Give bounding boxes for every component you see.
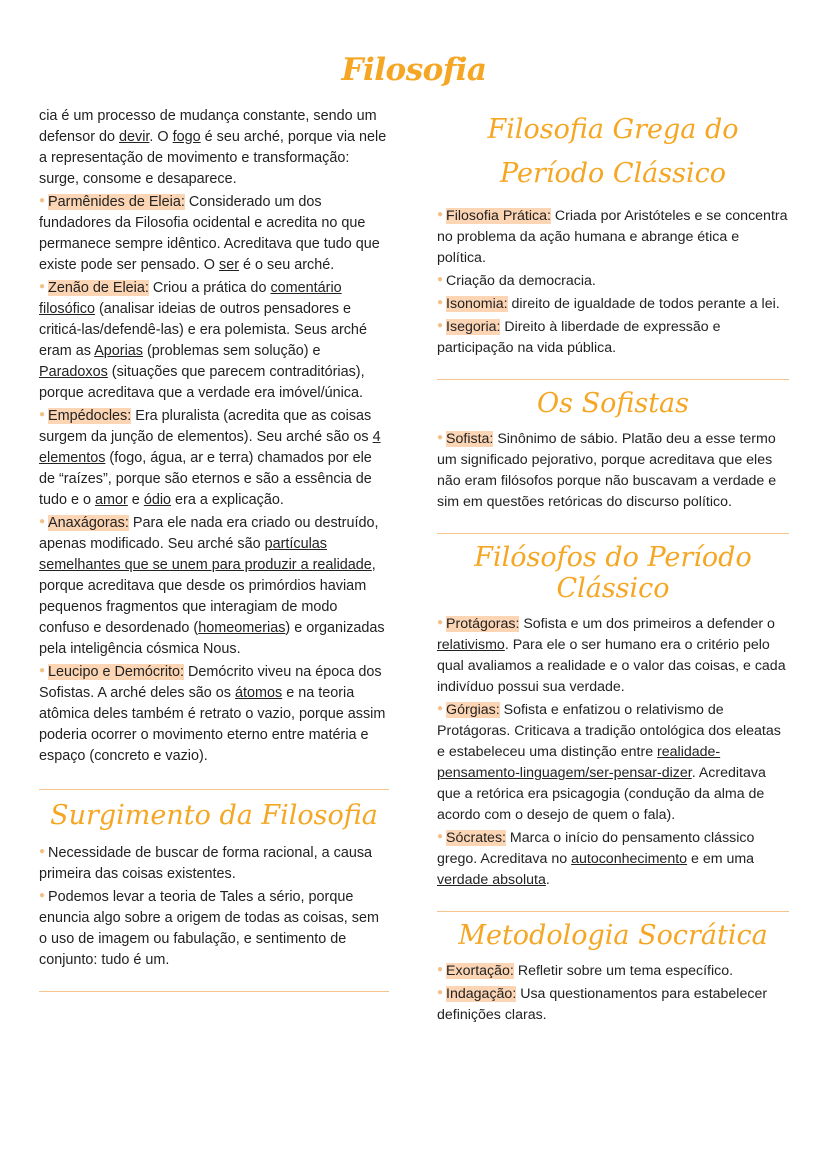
highlighted-term: Empédocles: <box>48 408 132 424</box>
bullet-icon: ● <box>437 964 444 975</box>
bullet-icon: ● <box>39 846 46 857</box>
underlined-term: homeomerias <box>198 620 286 636</box>
text-run: Necessidade de buscar de forma racional, a causa primeira das coisas existentes. <box>39 845 373 882</box>
list-item-empedocles <box>39 404 389 511</box>
bullet-icon: ● <box>39 195 46 206</box>
text-run: , porque acreditava que desde os primórdios haviam pequenos fragmentos que interagiam de modo confuso e desordenado ( <box>39 557 376 636</box>
text-run: Era pluralista (acredita que as coisas surgem da junção de elementos). Seu arché são os <box>39 408 373 445</box>
underlined-term: Aporias <box>94 343 143 359</box>
list-item-zenao <box>39 276 389 404</box>
section-divider <box>39 991 389 992</box>
text-run: Sinônimo de sábio. Platão deu a esse termo um significado pejorativo, porque acreditava que eles não eram filósofos porque não buscavam a verdade e sim em questões retóricas do discurso político. <box>437 431 777 510</box>
underlined-term: ódio <box>143 492 172 508</box>
section-heading: Filosofia Grega do Período Clássico <box>487 114 739 189</box>
bullet-icon: ● <box>39 516 46 527</box>
bullet-icon: ● <box>437 987 444 998</box>
underlined-term: átomos <box>235 685 283 701</box>
text-run: Criação da democracia. <box>446 273 596 289</box>
highlighted-term: Sofista: <box>446 431 494 447</box>
text-run: (situações que parecem contraditórias), porque acreditava que a verdade era imóvel/única. <box>39 364 365 401</box>
highlighted-term: Isonomia: <box>446 296 508 312</box>
text-run: . <box>545 872 550 888</box>
text-run: direito de igualdade de todos perante a lei. <box>507 296 780 312</box>
page-title: Filosofia <box>341 52 487 88</box>
text-run: (analisar ideias de outros pensadores e criticá-las/defendê-las) e era polemista. Seus arché eram as <box>39 301 367 359</box>
bullet-icon: ● <box>39 409 46 420</box>
list-item-anaxagoras <box>39 511 389 660</box>
underlined-term: verdade absoluta <box>437 872 546 888</box>
section-heading: Filósofos do Período Clássico <box>474 542 752 604</box>
highlighted-term: Sócrates: <box>446 830 506 846</box>
underlined-term: relativismo <box>437 637 505 653</box>
section-heading: Surgimento da Filosofia <box>50 800 378 831</box>
section-divider <box>437 911 789 912</box>
section-divider <box>437 533 789 534</box>
left-column <box>39 106 389 992</box>
text-run: é seu arché, porque via nele a representação de movimento e transformação: surge, consome e desaparece. <box>39 129 387 187</box>
list-item <box>39 885 389 971</box>
text-run: e <box>127 492 144 508</box>
highlighted-term: Parmênides de Eleia: <box>48 194 185 210</box>
underlined-term: ser <box>219 257 239 273</box>
highlighted-term: Indagação: <box>446 986 517 1002</box>
section-heading: Os Sofistas <box>537 388 689 419</box>
underlined-term: realidade-pensamento-linguagem/ser-pensar-dizer <box>437 744 721 781</box>
underlined-term: amor <box>95 492 128 508</box>
bullet-icon: ● <box>39 890 46 901</box>
underlined-term: autoconhecimento <box>571 851 688 867</box>
highlighted-term: Filosofia Prática: <box>446 208 551 224</box>
text-run: Para ele nada era criado ou destruído, apenas modificado. Seu arché são <box>39 515 379 552</box>
bullet-icon: ● <box>437 320 444 331</box>
intro-paragraph <box>39 106 389 190</box>
list-item <box>437 826 789 891</box>
bullet-icon: ● <box>437 297 444 308</box>
bullet-icon: ● <box>437 209 444 220</box>
text-run: Marca o início do pensamento clássico grego. Acreditava no <box>437 830 755 867</box>
section-heading: Metodologia Socrática <box>458 920 768 951</box>
highlighted-term: Zenão de Eleia: <box>48 280 149 296</box>
text-run: era a explicação. <box>171 492 284 508</box>
list-item <box>437 292 789 315</box>
highlighted-term: Anaxágoras: <box>48 515 129 531</box>
text-run: . O <box>149 129 173 145</box>
section-divider <box>39 789 389 790</box>
text-run: cia é um processo de mudança constante, sendo um defensor do <box>39 108 377 145</box>
text-run: (problemas sem solução) e <box>142 343 321 359</box>
text-run: Refletir sobre um tema específico. <box>513 963 734 979</box>
bullet-icon: ● <box>437 274 444 285</box>
highlighted-term: Protágoras: <box>446 616 520 632</box>
text-run: Direito à liberdade de expressão e participação na vida pública. <box>437 319 721 356</box>
text-run: é o seu arché. <box>239 257 335 273</box>
bullet-icon: ● <box>437 703 444 714</box>
text-run: ) e organizadas pela inteligência cósmica Nous. <box>39 620 385 657</box>
section-divider <box>437 379 789 380</box>
underlined-term: fogo <box>172 129 201 145</box>
bullet-icon: ● <box>39 281 46 292</box>
text-run: Demócrito viveu na época dos Sofistas. A arché deles são os <box>39 664 382 701</box>
underlined-term: Paradoxos <box>39 364 108 380</box>
text-run: (fogo, água, ar e terra) chamados por ele de “raízes”, porque são eternos e são a essência de tudo e o <box>39 450 372 508</box>
bullet-icon: ● <box>437 831 444 842</box>
list-item <box>437 427 789 513</box>
text-run: e em uma <box>687 851 755 867</box>
highlighted-term: Isegoria: <box>446 319 501 335</box>
underlined-term: devir <box>119 129 150 145</box>
text-run: Podemos levar a teoria de Tales a sério, porque enuncia algo sobre a origem de todas as coisas, sem o uso de imagem ou fabulação, e sentimento de conjunto: tudo é um. <box>39 889 379 968</box>
text-run: Considerado um dos fundadores da Filosofia ocidental e acredita no que permanece sempre idêntico. Acreditava que tudo que existe pode ser pensado. O <box>39 194 380 273</box>
list-item <box>437 204 789 269</box>
right-column <box>437 108 789 1026</box>
text-run: . Para ele o ser humano era o critério pelo qual avaliamos a realidade e o valor das coisas, e cada indivíduo possui sua verdade. <box>437 637 786 695</box>
highlighted-term: Leucipo e Demócrito: <box>48 664 185 680</box>
highlighted-term: Exortação: <box>446 963 514 979</box>
text-run: Sofista e enfatizou o relativismo de Protágoras. Criticava a tradição ontológica dos eleatas e estabeleceu uma distinção entre <box>437 702 781 760</box>
underlined-term: comentário filosófico <box>39 280 342 317</box>
list-item <box>437 959 789 982</box>
bullet-icon: ● <box>39 665 46 676</box>
list-item-parmenides <box>39 190 389 276</box>
list-item <box>437 982 789 1026</box>
text-run: Sofista e um dos primeiros a defender o <box>519 616 775 632</box>
list-item <box>437 612 789 698</box>
underlined-term: partículas semelhantes que se unem para produzir a realidade <box>39 536 372 573</box>
list-item <box>39 841 389 885</box>
bullet-icon: ● <box>437 617 444 628</box>
bullet-icon: ● <box>437 432 444 443</box>
list-item-leucipo-democrito <box>39 660 389 767</box>
text-run: e na teoria atômica deles também é retrato o vazio, porque assim poderia ocorrer o movimento eterno entre matéria e espaço (concreto e vazio). <box>39 685 386 764</box>
list-item <box>437 269 789 292</box>
list-item <box>437 315 789 359</box>
text-run: Criada por Aristóteles e se concentra no problema da ação humana e abrange ética e política. <box>437 208 788 266</box>
list-item <box>437 698 789 826</box>
text-run: Criou a prática do <box>148 280 271 296</box>
text-run: . Acreditava que a retórica era psicagogia (condução da alma de acordo com o desejo de quem o fala). <box>437 765 766 823</box>
text-run: Usa questionamentos para estabelecer definições claras. <box>437 986 768 1023</box>
underlined-term: 4 elementos <box>39 429 381 466</box>
highlighted-term: Górgias: <box>446 702 500 718</box>
